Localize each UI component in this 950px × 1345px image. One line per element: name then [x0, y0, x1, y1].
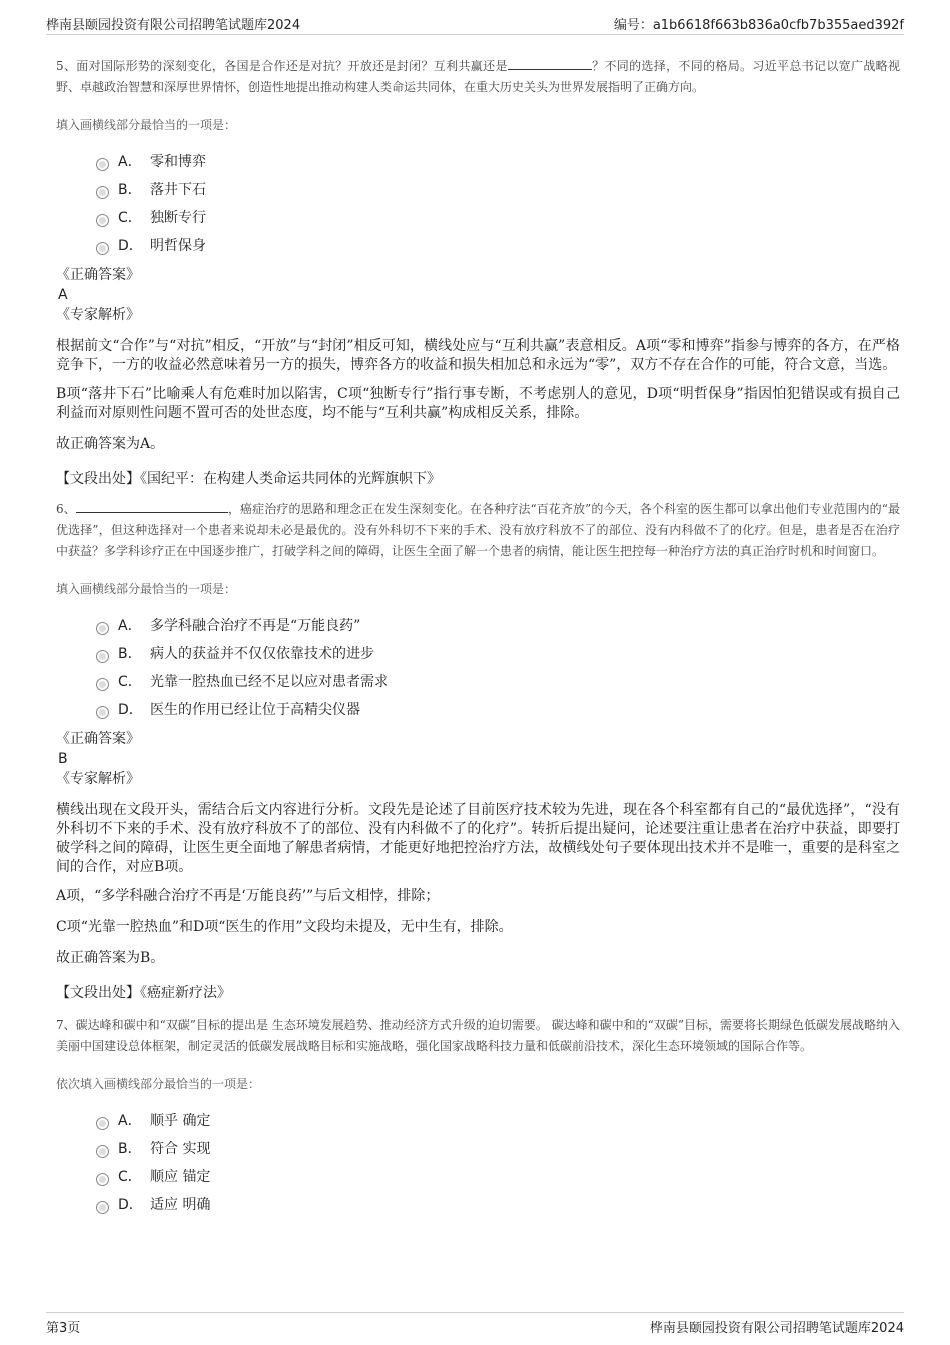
header-title: 桦南县颐园投资有限公司招聘笔试题库2024	[46, 18, 301, 33]
analysis-paragraph: C项“光靠一腔热血”和D项“医生的作用”文段均未提及，无中生有，排除。	[56, 919, 513, 935]
question-7-prompt: 依次填入画横线部分最恰当的一项是：	[56, 1077, 261, 1091]
option-d[interactable]: D． 明哲保身	[96, 231, 900, 259]
option-c[interactable]: C． 光靠一腔热血已经不足以应对患者需求	[96, 667, 900, 695]
analysis-label: 《专家解析》	[56, 771, 140, 787]
radio-icon[interactable]	[96, 1145, 109, 1158]
question-5-stem: 5、面对国际形势的深刻变化，各国是合作还是对抗？开放还是封闭？互利共赢还是 ？不同的选择，不同的格局。习近平总书记以宽广战略视野、卓越政治智慧和深厚世界情怀，创造性地提出推动构建人类命运共同体，在重大历史关头为世界发展指明了正确方向。	[56, 56, 900, 98]
answer-label: 《正确答案》	[56, 731, 140, 747]
analysis-paragraph: A项，“多学科融合治疗不再是‘万能良药’”与后文相悖，排除；	[56, 888, 440, 904]
page-header	[46, 12, 904, 35]
option-c[interactable]: C． 独断专行	[96, 203, 900, 231]
page-footer	[46, 1312, 904, 1336]
analysis-paragraph: 根据前文“合作”与“对抗”相反，“开放”与“封闭”相反可知，横线处应与“互利共赢”表意相反。A项“零和博弈”指参与博弈的各方，在严格竞争下，一方的收益必然意味着另一方的损失，博弈各方的收益和损失相加总和永远为“零”，双方不存在合作的可能，符合文意，当选。	[56, 338, 900, 373]
correct-answer: A	[58, 287, 68, 303]
source-citation: 【文段出处】《国纪平：在构建人类命运共同体的光辉旗帜下》	[56, 471, 441, 487]
question-6	[56, 499, 900, 1003]
option-a[interactable]: A． 零和博弈	[96, 147, 900, 175]
radio-icon[interactable]	[96, 214, 109, 227]
answer-label: 《正确答案》	[56, 267, 140, 283]
radio-icon[interactable]	[96, 158, 109, 171]
question-6-prompt: 填入画横线部分最恰当的一项是：	[56, 582, 237, 596]
option-b[interactable]: B． 病人的获益并不仅仅依靠技术的进步	[96, 639, 900, 667]
option-d[interactable]: D． 医生的作用已经让位于高精尖仪器	[96, 695, 900, 723]
answer-blank	[76, 499, 228, 513]
question-5-options	[96, 147, 900, 259]
analysis-label: 《专家解析》	[56, 307, 140, 323]
radio-icon[interactable]	[96, 622, 109, 635]
footer-title: 桦南县颐园投资有限公司招聘笔试题库2024	[649, 1321, 904, 1336]
radio-icon[interactable]	[96, 678, 109, 691]
answer-blank	[508, 56, 592, 70]
analysis-paragraph: 横线出现在文段开头，需结合后文内容进行分析。文段先是论述了目前医疗技术较为先进，现在各个科室都有自己的“最优选择”，“没有外科切不下来的手术、没有放疗科放不了的部位、没有内科做不了的化疗”。转折后提出疑问，论述要注重让患者在治疗中获益，即要打破学科之间的障碍，让医生更全面地了解患者病情，才能更好地把控治疗方法，故横线处句子要体现出技术并不是唯一，重要的是科室之间的合作，对应B项。	[56, 802, 900, 875]
analysis-paragraph: B项“落井下石”比喻乘人有危难时加以陷害，C项“独断专行”指行事专断，不考虑别人的意见，D项“明哲保身”指因怕犯错误或有损自己利益而对原则性问题不置可否的处世态度，均不能与“互利共赢”构成相反关系，排除。	[56, 386, 900, 421]
radio-icon[interactable]	[96, 1117, 109, 1130]
page-content	[56, 56, 900, 1218]
header-serial-number: 编号：a1b6618f663b836a0cfb7b355aed392f	[613, 18, 904, 33]
option-d[interactable]: D． 适应 明确	[96, 1190, 900, 1218]
analysis-conclusion: 故正确答案为A。	[56, 436, 165, 452]
question-7	[56, 1015, 900, 1218]
option-a[interactable]: A． 多学科融合治疗不再是“万能良药”	[96, 611, 900, 639]
page-number: 第3页	[46, 1321, 81, 1336]
question-6-stem: 6、 ，癌症治疗的思路和理念正在发生深刻变化。在各种疗法“百花齐放”的今天，各个科室的医生都可以拿出他们专业范围内的“最优选择”，但这种选择对一个患者来说却未必是最优的。没有外科切不下来的手术、没有放疗科放不了的部位、没有内科做不了的化疗。但是，患者是否在治疗中获益？多学科诊疗正在中国逐步推广，打破学科之间的障碍，让医生全面了解一个患者的病情，能让医生把控每一种治疗方法的真正治疗时机和时间窗口。	[56, 499, 900, 562]
question-6-options	[96, 611, 900, 723]
question-5	[56, 56, 900, 489]
radio-icon[interactable]	[96, 706, 109, 719]
source-citation: 【文段出处】《癌症新疗法》	[56, 985, 231, 1001]
radio-icon[interactable]	[96, 650, 109, 663]
analysis-conclusion: 故正确答案为B。	[56, 950, 165, 966]
correct-answer: B	[58, 751, 68, 767]
radio-icon[interactable]	[96, 1201, 109, 1214]
option-a[interactable]: A． 顺乎 确定	[96, 1106, 900, 1134]
radio-icon[interactable]	[96, 1173, 109, 1186]
option-b[interactable]: B． 落井下石	[96, 175, 900, 203]
question-5-prompt: 填入画横线部分最恰当的一项是：	[56, 118, 237, 132]
option-c[interactable]: C． 顺应 锚定	[96, 1162, 900, 1190]
radio-icon[interactable]	[96, 186, 109, 199]
question-7-options	[96, 1106, 900, 1218]
option-b[interactable]: B． 符合 实现	[96, 1134, 900, 1162]
radio-icon[interactable]	[96, 242, 109, 255]
question-7-stem: 7、碳达峰和碳中和“双碳”目标的提出是 生态环境发展趋势、推动经济方式升级的迫切需要。 碳达峰和碳中和的“双碳”目标，需要将长期绿色低碳发展战略纳入美丽中国建设总体框架，制定灵活的低碳发展战略目标和实施战略，强化国家战略科技力量和低碳前沿技术，深化生态环境领域的国际合作等。	[56, 1018, 900, 1053]
